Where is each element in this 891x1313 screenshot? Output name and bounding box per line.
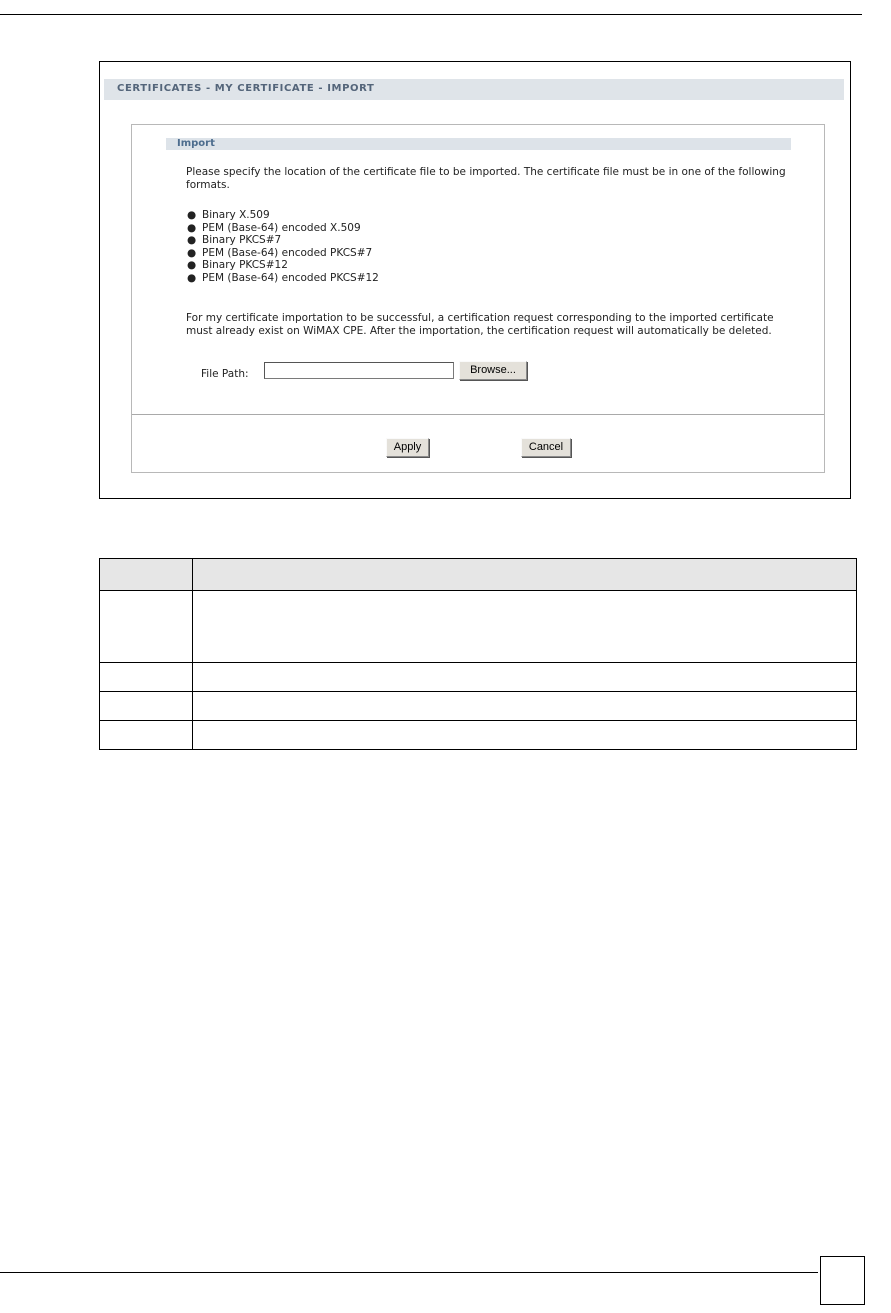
page-header-rule [0,14,862,15]
cancel-button[interactable]: Cancel [521,438,571,457]
note-text: For my certificate importation to be successful, a certification request corresponding to the imported certificate must already exist on WiMAX CPE. After the importation, the certification request will automatically be deleted. [186,312,774,337]
bullet-icon: ● [187,209,197,221]
table-row [100,692,857,721]
table-cell [100,692,193,721]
bullet-icon: ● [187,234,197,246]
table-cell [193,721,857,750]
header-cell-description [193,559,857,591]
field-description-table [99,558,857,750]
header-cell-label [100,559,193,591]
table-cell [100,663,193,692]
bullet-icon: ● [187,221,197,234]
table-cell [193,663,857,692]
file-path-input[interactable] [264,362,454,379]
page-footer-rule [0,1272,818,1273]
apply-button[interactable]: Apply [386,438,429,457]
list-item: ● PEM (Base-64) encoded PKCS#7 [187,246,373,259]
page-number-box [820,1256,865,1305]
table-cell [193,591,857,663]
screen-title: CERTIFICATES - MY CERTIFICATE - IMPORT [117,83,375,94]
list-item: ● PEM (Base-64) encoded X.509 [187,221,361,234]
list-item: ● Binary PKCS#12 [187,259,288,271]
panel-divider [132,414,824,415]
browse-button[interactable]: Browse... [459,361,527,380]
list-item: ● Binary PKCS#7 [187,234,282,246]
bullet-icon: ● [187,259,197,271]
list-item: ● PEM (Base-64) encoded PKCS#12 [187,271,379,284]
table-row [100,663,857,692]
screen-title-bar [104,79,844,100]
table-cell [100,591,193,663]
table-cell [100,721,193,750]
bullet-icon: ● [187,246,197,259]
intro-text: Please specify the location of the certificate file to be imported. The certificate file must be in one of the following formats. [186,166,786,191]
file-path-label: File Path: [201,368,249,380]
section-title: Import [177,138,215,149]
screenshot-frame [99,61,851,499]
table-cell [193,692,857,721]
table-row [100,591,857,663]
formats-list [186,209,379,284]
import-panel [131,124,825,473]
table-row [100,721,857,750]
bullet-icon: ● [187,271,197,284]
table-header-row [100,559,857,591]
list-item: ● Binary X.509 [187,209,270,221]
section-header [166,138,791,150]
